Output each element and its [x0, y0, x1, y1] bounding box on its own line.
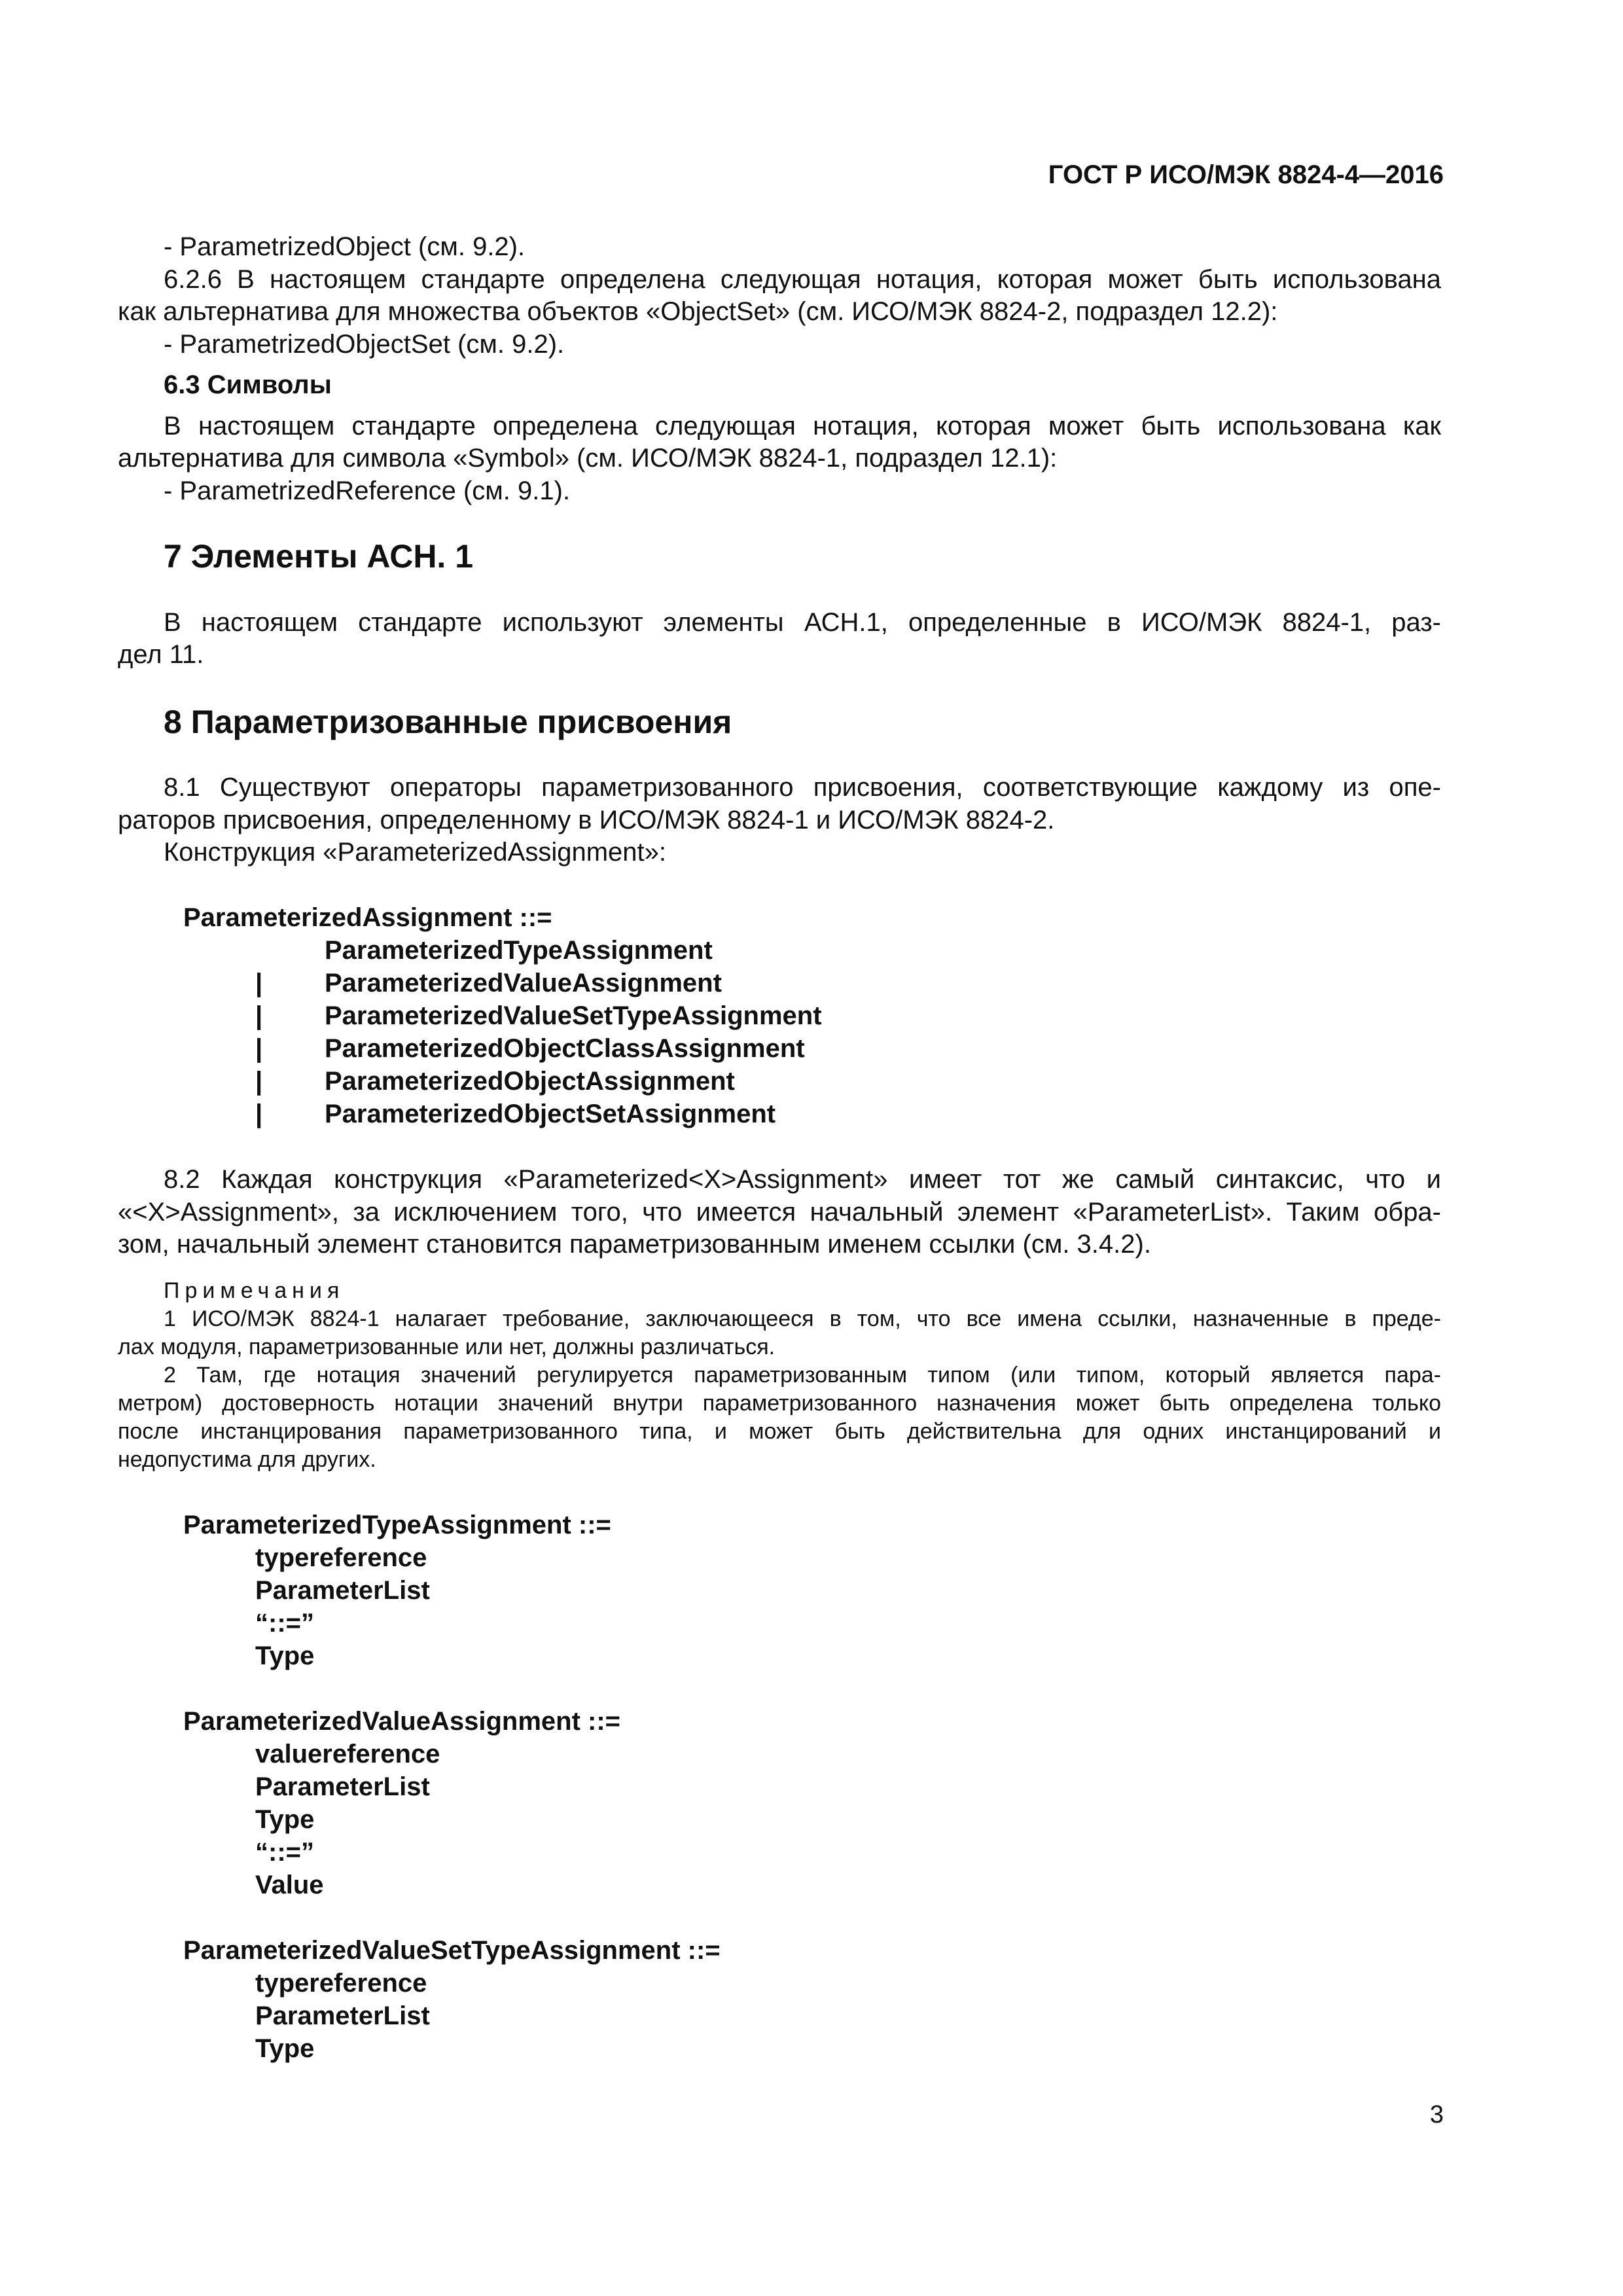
section-heading-7: 7 Элементы АСН. 1	[164, 538, 474, 575]
code-alternative: ParameterizedObjectAssignment	[325, 1067, 735, 1096]
text-line: дел 11.	[118, 640, 204, 669]
code-item: valuereference	[255, 1740, 440, 1768]
note-line: после инстанцирования параметризованного типа, и может быть действительна для одних инстанцирований и	[118, 1419, 1441, 1444]
code-item: ParameterList	[255, 2001, 430, 2030]
notes-title: Примечания	[164, 1278, 345, 1303]
note-line: 1 ИСО/МЭК 8824-1 налагает требование, заключающееся в том, что все имена ссылки, назначенные в преде-	[164, 1306, 1441, 1331]
note-line: 2 Там, где нотация значений регулируется параметризованным типом (или типом, который является пара-	[164, 1363, 1441, 1388]
document-header-id: ГОСТ Р ИСО/МЭК 8824-4—2016	[1048, 160, 1444, 189]
code-production-head: ParameterizedAssignment ::=	[183, 903, 552, 932]
code-pipe: |	[255, 1034, 263, 1063]
text-line: «<X>Assignment», за исключением того, что имеется начальный элемент «ParameterList». Таким обра-	[118, 1198, 1442, 1227]
text-line: Конструкция «ParameterizedAssignment»:	[164, 838, 666, 867]
code-production-head: ParameterizedTypeAssignment ::=	[183, 1511, 611, 1539]
text-line: как альтернатива для множества объектов «ObjectSet» (см. ИСО/МЭК 8824-2, подраздел 12.2):	[118, 297, 1278, 326]
section-heading-8: 8 Параметризованные присвоения	[164, 704, 732, 740]
text-line: - ParametrizedObject (см. 9.2).	[164, 232, 526, 261]
code-item: ParameterList	[255, 1576, 430, 1605]
text-line: альтернатива для символа «Symbol» (см. ИСО/МЭК 8824-1, подраздел 12.1):	[118, 444, 1058, 473]
code-alternative: ParameterizedObjectSetAssignment	[325, 1100, 776, 1128]
code-pipe: |	[255, 1001, 263, 1030]
note-line: недопустима для других.	[118, 1447, 376, 1472]
code-item: Value	[255, 1871, 324, 1899]
code-alternative: ParameterizedObjectClassAssignment	[325, 1034, 805, 1063]
code-alternative: ParameterizedValueSetTypeAssignment	[325, 1001, 822, 1030]
code-item: Type	[255, 1641, 315, 1670]
code-item: “::=”	[255, 1838, 314, 1867]
text-line: В настоящем стандарте используют элементы АСН.1, определенные в ИСО/МЭК 8824-1, раз-	[164, 608, 1441, 637]
page-number: 3	[1429, 2101, 1444, 2128]
code-item: “::=”	[255, 1609, 314, 1638]
code-pipe: |	[255, 969, 263, 997]
code-production-head: ParameterizedValueAssignment ::=	[183, 1707, 621, 1736]
code-item: typereference	[255, 1969, 427, 1998]
text-line: зом, начальный элемент становится параметризованным именем ссылки (см. 3.4.2).	[118, 1230, 1151, 1259]
note-line: метром) достоверность нотации значений внутри параметризованного назначения может быть определена только	[118, 1391, 1441, 1416]
text-line: 8.1 Существуют операторы параметризованного присвоения, соответствующие каждому из опе-	[164, 773, 1441, 802]
note-line: лах модуля, параметризованные или нет, должны различаться.	[118, 1335, 776, 1359]
text-line: раторов присвоения, определенному в ИСО/МЭК 8824-1 и ИСО/МЭК 8824-2.	[118, 806, 1055, 834]
code-alternative: ParameterizedValueAssignment	[325, 969, 722, 997]
code-item: Type	[255, 1805, 315, 1834]
text-line: В настоящем стандарте определена следующая нотация, которая может быть использована как	[164, 412, 1441, 440]
code-pipe: |	[255, 1067, 263, 1096]
section-heading-6-3: 6.3 Символы	[164, 370, 332, 399]
text-line: - ParametrizedReference (см. 9.1).	[164, 476, 571, 505]
code-pipe: |	[255, 1100, 263, 1128]
text-line: 8.2 Каждая конструкция «Parameterized<X>Assignment» имеет тот же самый синтаксис, что и	[164, 1165, 1441, 1194]
code-production-head: ParameterizedValueSetTypeAssignment ::=	[183, 1936, 721, 1965]
code-item: typereference	[255, 1543, 427, 1572]
text-line: 6.2.6 В настоящем стандарте определена следующая нотация, которая может быть использована	[164, 265, 1441, 294]
code-item: ParameterList	[255, 1772, 430, 1801]
code-item: Type	[255, 2034, 315, 2063]
text-line: - ParametrizedObjectSet (см. 9.2).	[164, 330, 565, 359]
code-alternative: ParameterizedTypeAssignment	[325, 936, 713, 965]
